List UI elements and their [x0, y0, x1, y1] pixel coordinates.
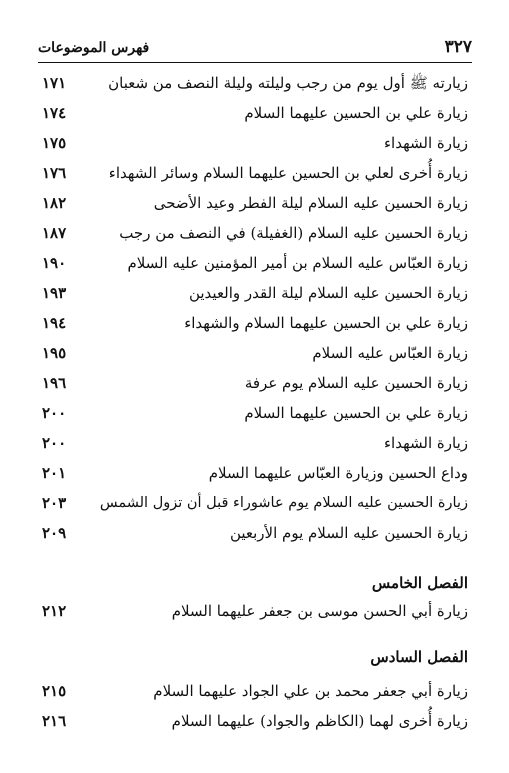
toc-entry — [38, 676, 472, 706]
entry-page-number: ١٩٦ — [42, 374, 67, 392]
entry-page-number: ١٩٣ — [42, 284, 67, 302]
toc-entry — [38, 706, 472, 736]
entry-title: زيارة الحسين عليه السلام (الغفيلة) في النصف من رجب — [119, 224, 468, 242]
entry-page-number: ٢١٦ — [42, 712, 67, 730]
entry-page-number: ١٧١ — [42, 74, 67, 92]
entry-page-number: ١٩٥ — [42, 344, 67, 362]
entry-title: زيارة العبّاس عليه السلام بن أمير المؤمنين عليه السلام — [127, 254, 468, 272]
toc-entry — [38, 596, 472, 626]
toc-entry — [38, 98, 472, 128]
entry-title: زيارة أبي الحسن موسى بن جعفر عليهما السلام — [171, 602, 468, 620]
entry-title: زيارة علي بن الحسين عليهما السلام والشهداء — [184, 314, 468, 332]
toc-entry — [38, 458, 472, 488]
entry-page-number: ٢٠٠ — [42, 434, 67, 452]
entry-title: وداع الحسين وزيارة العبّاس عليهما السلام — [208, 464, 468, 482]
toc-entry — [38, 488, 472, 518]
toc-entry — [38, 518, 472, 548]
entry-title: زيارة الحسين عليه السلام يوم عرفة — [244, 374, 468, 392]
entry-title: زيارة أُخرى لهما (الكاظم والجواد) عليهما السلام — [171, 712, 468, 730]
entry-page-number: ٢٠١ — [42, 464, 67, 482]
toc-entry — [38, 248, 472, 278]
page-header — [38, 36, 472, 60]
entry-page-number: ٢٠٠ — [42, 404, 67, 422]
entry-title: زيارة الحسين عليه السلام ليلة الفطر وعيد الأضحى — [153, 194, 468, 212]
toc-entry — [38, 158, 472, 188]
entry-page-number: ١٨٧ — [42, 224, 67, 242]
header-rule — [38, 62, 472, 63]
toc-entry — [38, 398, 472, 428]
entry-title: زيارة علي بن الحسين عليهما السلام — [244, 404, 468, 422]
entry-title: زيارة أبي جعفر محمد بن علي الجواد عليهما السلام — [153, 682, 468, 700]
entry-page-number: ١٧٤ — [42, 104, 67, 122]
toc-entry — [38, 368, 472, 398]
entry-title: زيارة الحسين عليه السلام ليلة القدر والعيدين — [188, 284, 468, 302]
toc-entry — [38, 218, 472, 248]
running-title: فهرس الموضوعات — [38, 40, 150, 56]
entry-title: زيارة علي بن الحسين عليهما السلام — [244, 104, 468, 122]
toc-entry — [38, 428, 472, 458]
toc-entry — [38, 338, 472, 368]
entry-page-number: ٢١٥ — [42, 682, 67, 700]
entry-title: زيارة الشهداء — [384, 434, 468, 452]
section-heading-chapter-6: الفصل السادس — [370, 648, 468, 666]
entry-page-number: ١٧٥ — [42, 134, 67, 152]
section-heading-chapter-5: الفصل الخامس — [371, 574, 468, 592]
entry-title: زيارته ﷺ أول يوم من رجب وليلته وليلة النصف من شعبان — [108, 74, 468, 92]
entry-title: زيارة العبّاس عليه السلام — [312, 344, 468, 362]
entry-page-number: ١٨٢ — [42, 194, 67, 212]
entry-title: زيارة الحسين عليه السلام يوم عاشوراء قبل أن تزول الشمس — [99, 495, 468, 511]
entry-page-number: ١٩٤ — [42, 314, 67, 332]
toc-entry — [38, 188, 472, 218]
entry-page-number: ١٩٠ — [42, 254, 67, 272]
entry-page-number: ٢٠٩ — [42, 524, 67, 542]
entry-page-number: ١٧٦ — [42, 164, 67, 182]
toc-entry — [38, 278, 472, 308]
entry-page-number: ٢٠٣ — [42, 494, 67, 512]
entry-title: زيارة الحسين عليه السلام يوم الأربعين — [229, 524, 468, 542]
page-number: ٣٢٧ — [444, 37, 472, 57]
toc-entry — [38, 308, 472, 338]
table-of-contents — [38, 68, 472, 736]
toc-entry — [38, 68, 472, 98]
entry-title: زيارة الشهداء — [384, 134, 468, 152]
entry-title: زيارة أُخرى لعلي بن الحسين عليهما السلام وسائر الشهداء — [108, 164, 468, 182]
toc-entry — [38, 128, 472, 158]
entry-page-number: ٢١٢ — [42, 602, 67, 620]
